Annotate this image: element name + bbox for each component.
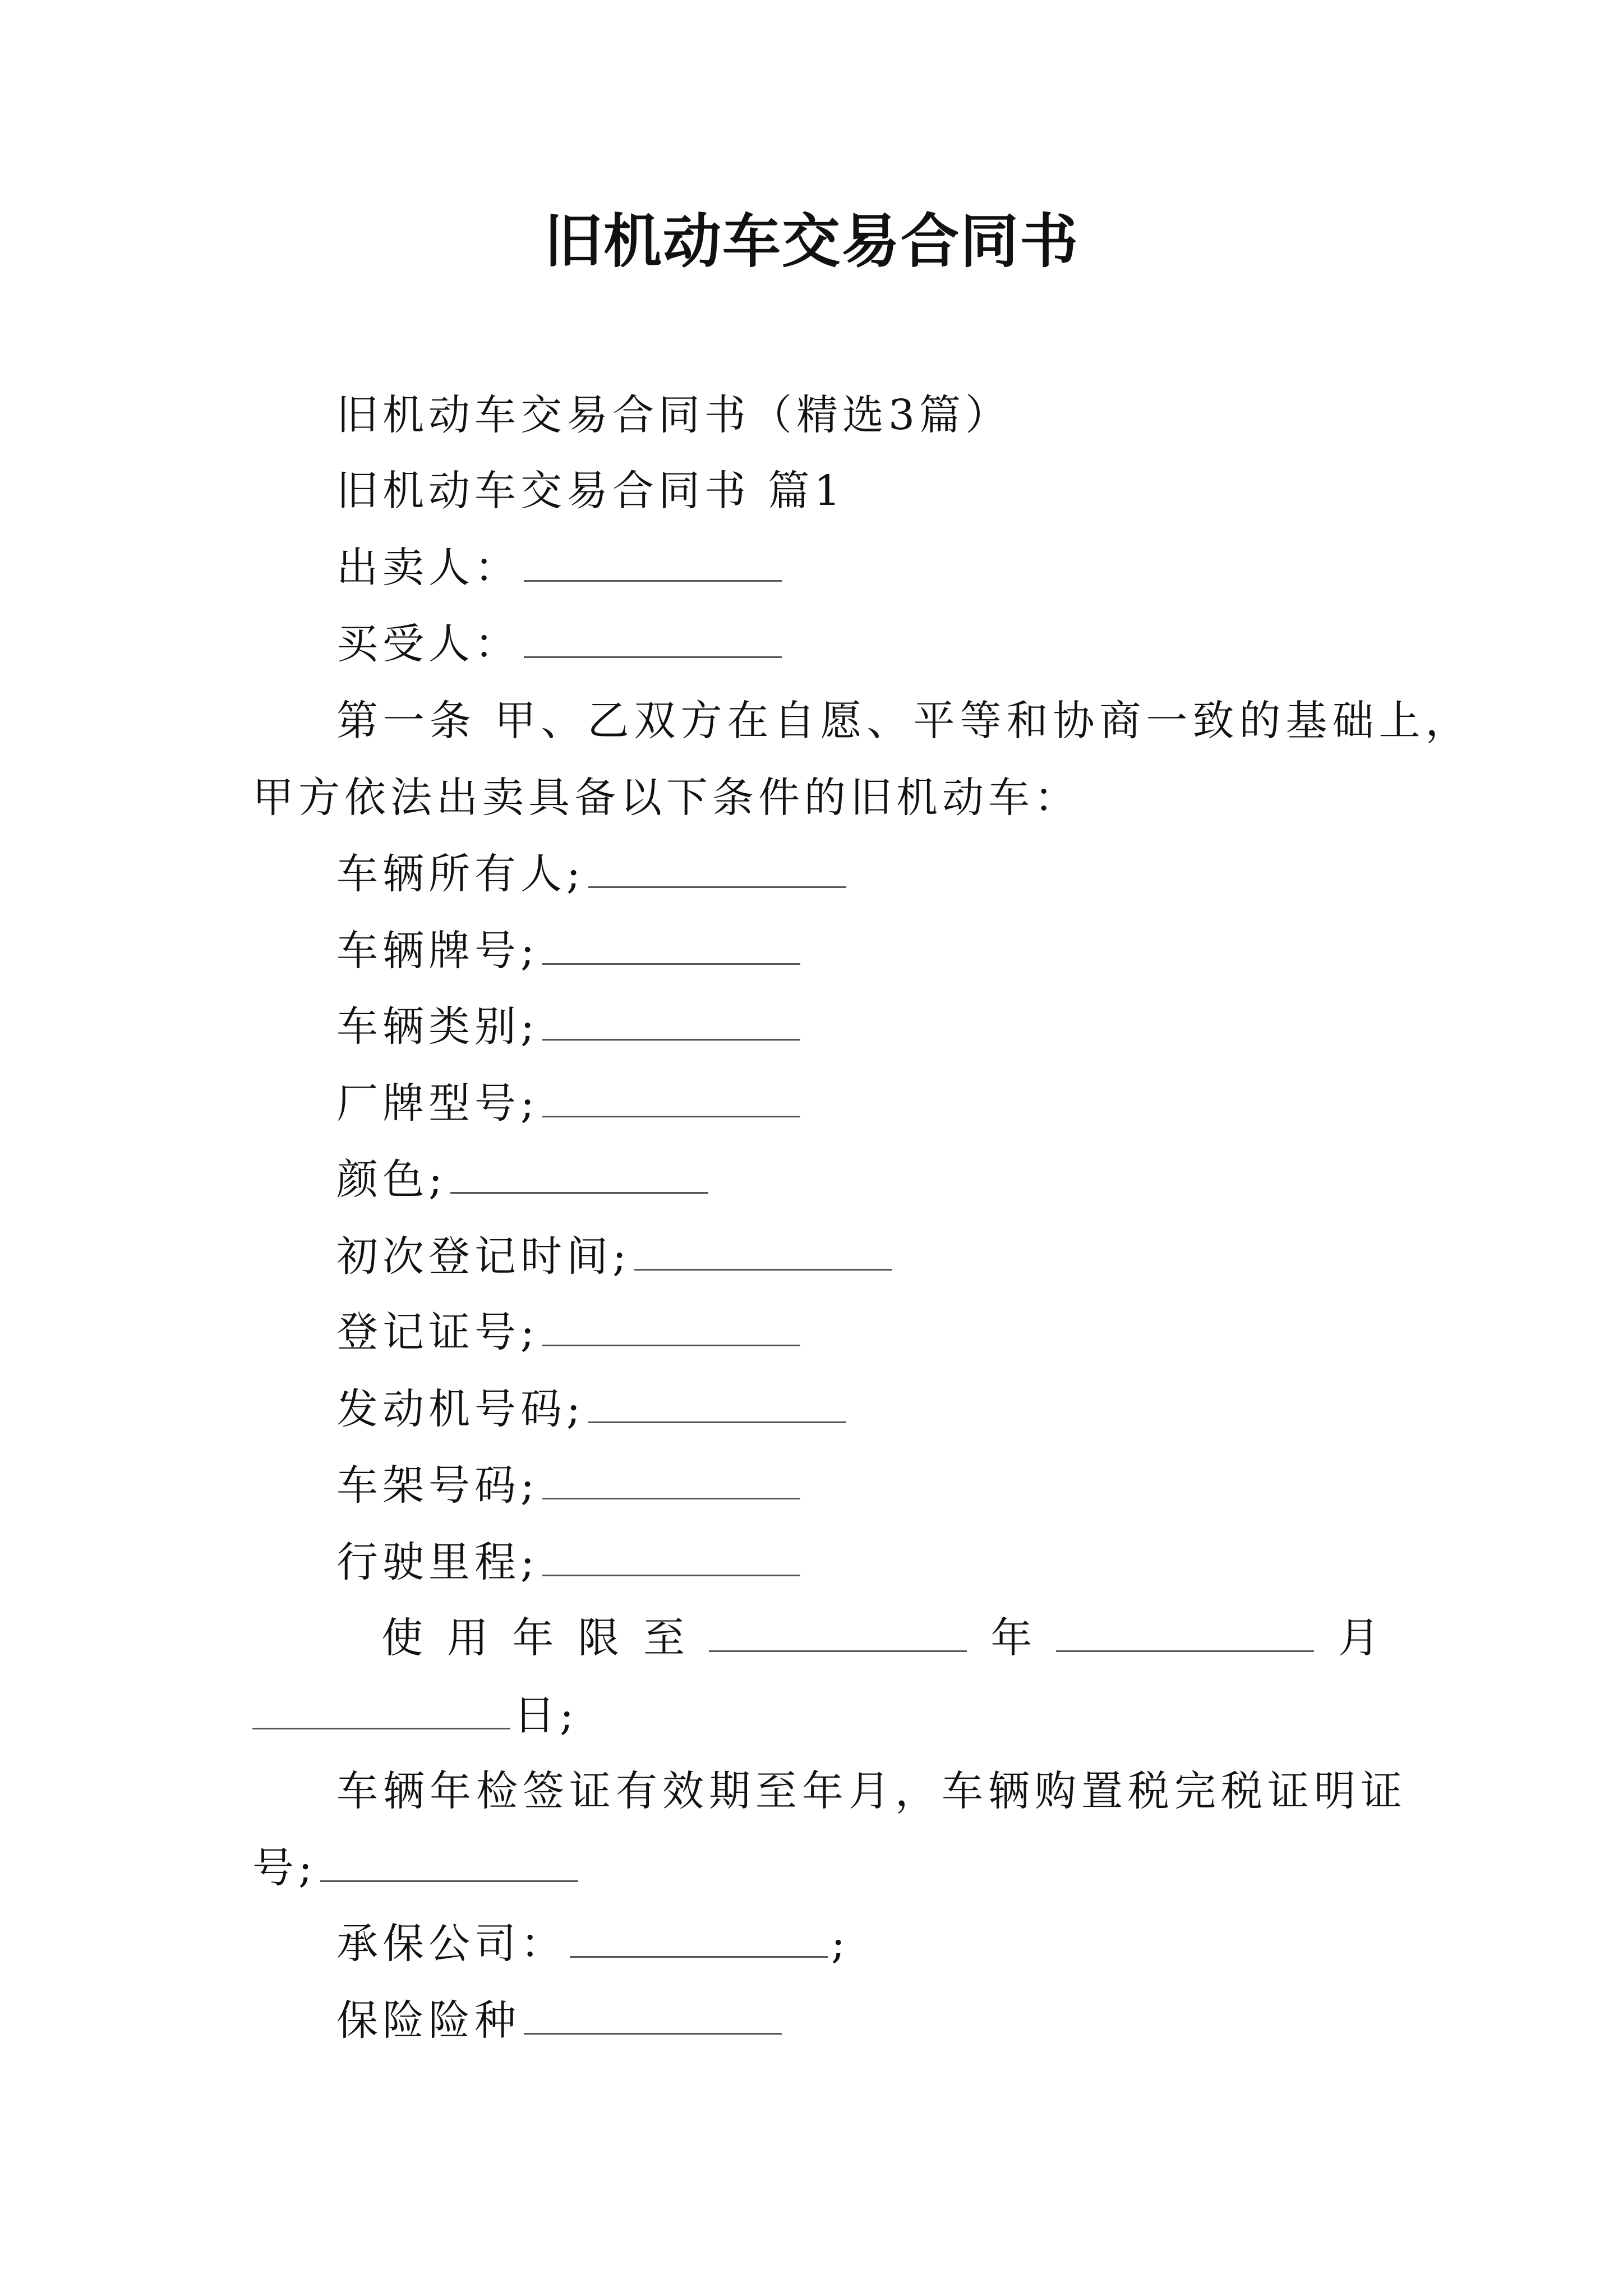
field-color [336,1152,712,1208]
field-model-blank [542,1082,800,1117]
field-owner [336,846,850,902]
field-frame-no [336,1457,804,1513]
period-char-5: 至 [643,1614,685,1662]
document-title: 旧机动车交易合同书 [543,206,1079,275]
field-color-label: 颜色; [336,1156,447,1204]
field-color-blank [450,1158,708,1194]
period-char-1: 使 [381,1614,423,1662]
seller-blank [524,546,782,582]
period-year-blank [709,1617,967,1652]
field-owner-blank [588,853,846,888]
period-day-label: 日; [514,1691,578,1740]
inspection-line1: 车辆年检签证有效期至年月，车辆购置税完税证明证 [336,1767,1407,1815]
field-category-blank [542,1005,800,1041]
field-engine-no [336,1381,850,1437]
buyer-label: 买受人： [336,620,520,668]
field-frame-no-label: 车架号码; [336,1461,539,1510]
buyer-blank [524,623,782,658]
field-category [336,999,804,1055]
period-year-label: 年 [990,1614,1032,1662]
field-frame-no-blank [542,1464,800,1499]
field-mileage-blank [542,1541,800,1576]
insurer-label: 承保公司： [336,1920,566,1968]
tax-cert-blank [320,1847,578,1882]
field-plate [336,923,804,979]
field-first-registration-blank [634,1235,892,1271]
seller-line [336,540,785,596]
insurer-line [336,1916,850,1972]
field-owner-label: 车辆所有人; [336,850,585,898]
article1-line2: 甲方依法出卖具备以下条件的旧机动车： [252,774,1080,822]
insurance-type-label: 保险险种 [336,1996,520,2045]
field-model [336,1075,804,1131]
field-registration-no [336,1304,804,1360]
field-first-registration-label: 初次登记时间; [336,1232,631,1281]
field-mileage-label: 行驶里程; [336,1538,539,1586]
seller-label: 出卖人： [336,544,520,592]
insurer-blank [570,1922,828,1958]
part1-heading: 旧机动车交易合同书 篇1 [336,467,845,515]
field-mileage [336,1534,804,1590]
field-first-registration [336,1228,896,1285]
field-model-label: 厂牌型号; [336,1079,539,1128]
inspection-line2 [252,1840,582,1896]
insurance-type-line [336,1993,785,2049]
insurance-type-blank [524,1999,782,2035]
period-char-2: 用 [446,1614,488,1662]
period-month-label: 月 [1338,1614,1380,1662]
buyer-line [336,616,785,672]
article1-line1: 第一条 甲、乙双方在自愿、平等和协商一致的基础上， [336,697,1472,745]
inspection-line2-label: 号; [252,1844,317,1892]
period-char-4: 限 [578,1614,620,1662]
selected-heading: 旧机动车交易合同书（精选3篇） [336,391,1012,439]
field-engine-no-label: 发动机号码; [336,1385,585,1433]
period-line [381,1610,1380,1666]
field-category-label: 车辆类别; [336,1002,539,1051]
period-char-3: 年 [512,1614,554,1662]
field-plate-blank [542,930,800,965]
field-registration-no-label: 登记证号; [336,1308,539,1356]
period-month-blank [1056,1617,1314,1652]
field-engine-no-blank [588,1388,846,1423]
field-registration-no-blank [542,1311,800,1346]
field-plate-label: 车辆牌号; [336,927,539,975]
period-line2 [252,1687,578,1743]
period-day-blank [252,1694,510,1729]
insurer-end: ; [831,1920,850,1968]
